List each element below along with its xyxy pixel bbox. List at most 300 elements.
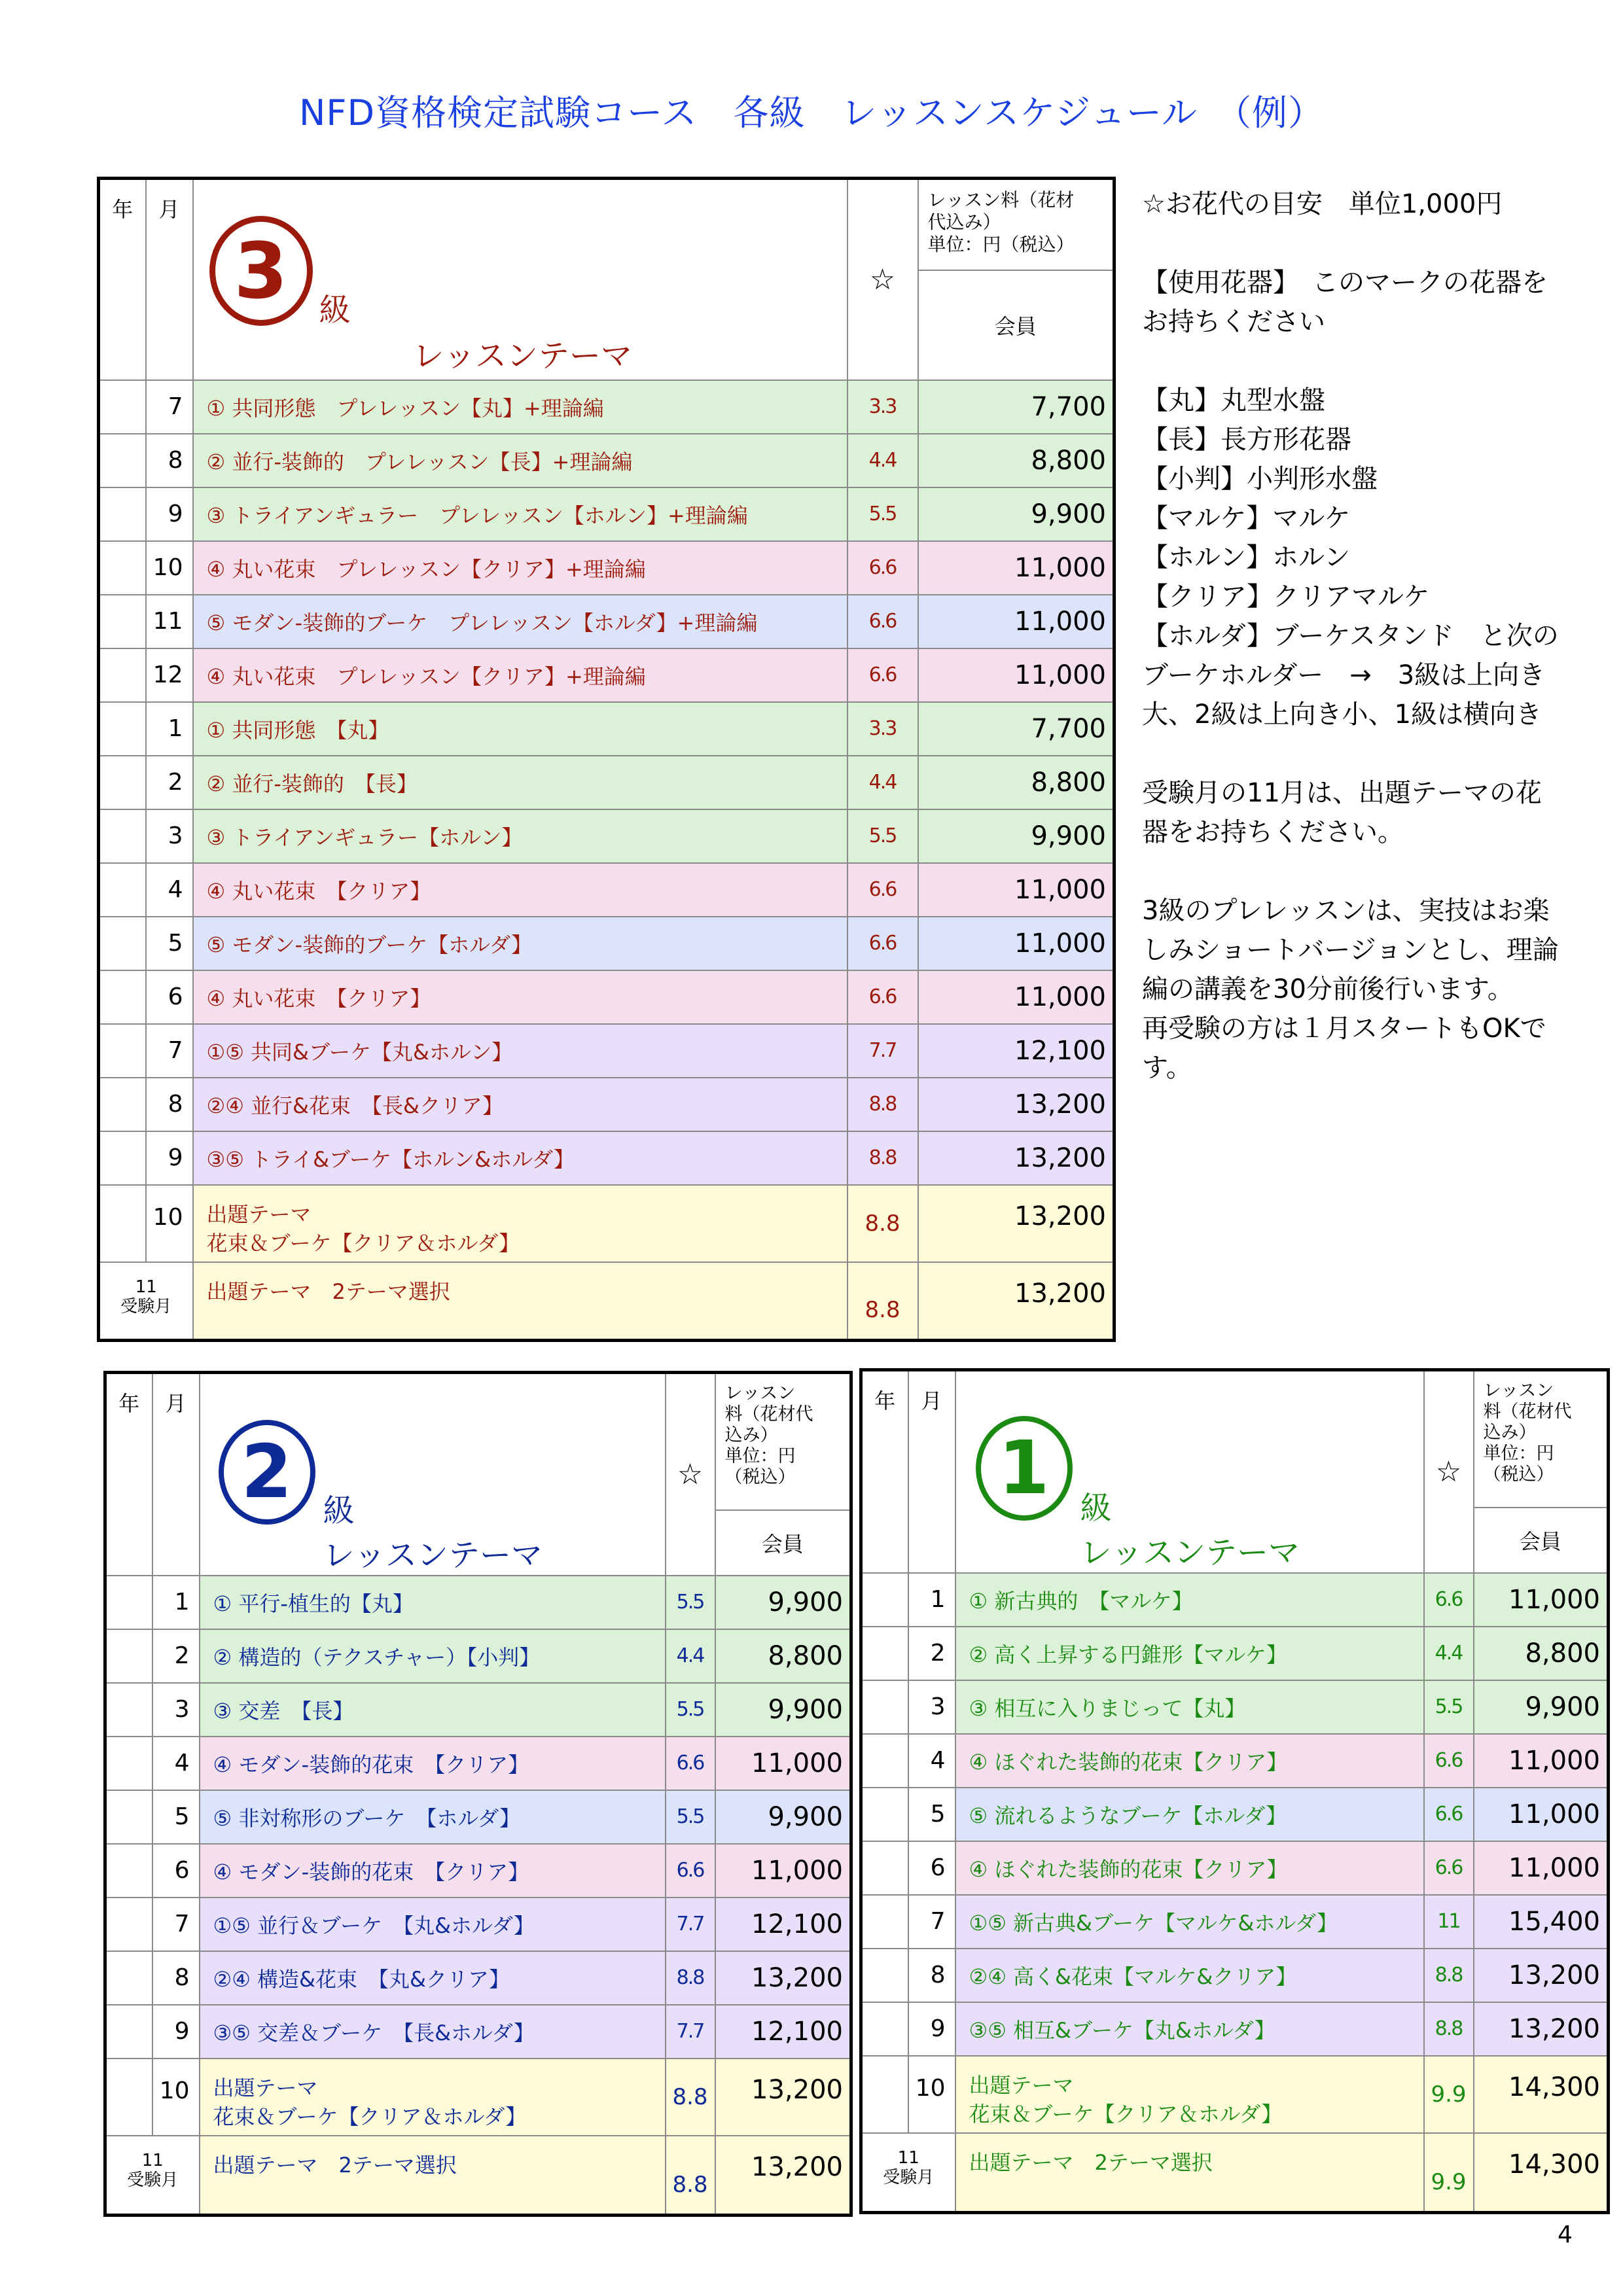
month-cell: 6 [152,1844,200,1898]
lesson-theme-cell: ②④ 高く&花束【マルケ&クリア】 [955,1949,1424,2002]
fee-header-line: 込み） [724,1425,778,1445]
note-line: 【小判】小判形水盤 [1142,464,1378,494]
member-price-cell: 11,000 [918,917,1115,970]
month-cell: 2 [146,756,193,809]
member-price-cell: 12,100 [715,2005,851,2058]
note-line: 3級のプレレッスンは、実技はお楽しみショートバージョンとし、理論編の講義を30分前後行います。 [1142,896,1559,1004]
fee-header-line: 単位：円 [1483,1443,1554,1464]
note-line: 受験月の11月は、出題テーマの花器をお持ちください。 [1142,778,1542,847]
flower-cost-cell: 5.5 [847,809,918,863]
grade2-schedule-table [103,1371,853,2217]
lesson-theme-cell: ①⑤ 新古典&ブーケ【マルケ&ホルダ】 [955,1895,1424,1949]
month-cell: 8 [152,1951,200,2005]
member-price-cell: 11,000 [918,863,1115,917]
exam-month-number: 11 [141,2150,164,2170]
lesson-theme-cell: 出題テーマ 2テーマ選択 [200,2136,666,2216]
flower-cost-cell: 5.5 [666,1683,715,1737]
member-price-cell: 9,900 [715,1790,851,1844]
note-line: 【長】長方形花器 [1142,425,1351,455]
table-row [99,1078,1115,1131]
table-row-exam-prep [105,2058,851,2136]
flower-cost-cell: 9.9 [1424,2056,1474,2133]
table-row [99,434,1115,487]
member-price-cell: 12,100 [715,1898,851,1951]
month-cell: 3 [146,809,193,863]
table-row-exam-prep [99,1185,1115,1262]
flower-cost-cell: 8.8 [666,2058,715,2136]
member-price-cell: 14,300 [1474,2133,1609,2213]
flower-cost-cell: 6.6 [847,970,918,1024]
note-line: 【マルケ】マルケ [1142,503,1351,533]
fee-header [1474,1370,1609,1508]
year-cell [105,1790,152,1844]
flower-cost-cell: 8.8 [1424,1949,1474,2002]
year-cell [861,1895,908,1949]
member-price-cell: 13,200 [715,2136,851,2216]
year-cell [861,1841,908,1895]
table-row [861,2002,1609,2056]
lesson-theme-cell: ④ 丸い花束 プレレッスン【クリア】+理論編 [193,648,847,702]
table-row [861,1949,1609,2002]
flower-cost-cell: 5.5 [1424,1680,1474,1734]
table-row [861,1734,1609,1788]
member-price-cell: 11,000 [1474,1734,1609,1788]
lesson-theme-cell: ② 並行-装飾的 【長】 [193,756,847,809]
member-price-cell: 8,800 [715,1629,851,1683]
member-price-cell: 13,200 [918,1131,1115,1185]
month-cell: 2 [908,1627,955,1680]
exam-month-cell [105,2136,200,2216]
exam-month-cell [861,2133,955,2213]
year-cell [105,2058,152,2136]
year-cell [99,1185,146,1262]
header-lesson-theme [193,179,847,380]
header-year: 年 [105,1373,152,1576]
grade1-number-icon: 1 [976,1416,1073,1521]
table-row [861,1788,1609,1841]
month-cell: 10 [146,541,193,595]
month-cell: 3 [152,1683,200,1737]
star-header: ☆ [847,179,918,380]
flower-cost-cell: 3.3 [847,380,918,434]
month-cell: 7 [146,1024,193,1078]
member-price-cell: 9,900 [1474,1680,1609,1734]
lesson-theme-cell: ⑤ 流れるようなブーケ【ホルダ】 [955,1788,1424,1841]
member-price-cell: 9,900 [918,809,1115,863]
member-price-cell: 7,700 [918,702,1115,756]
member-price-cell: 8,800 [918,434,1115,487]
table-row [99,917,1115,970]
flower-cost-cell: 8.8 [666,1951,715,2005]
lesson-theme-cell: 出題テーマ 2テーマ選択 [955,2133,1424,2213]
year-cell [861,2056,908,2133]
table-row [99,756,1115,809]
theme-line: 花束＆ブーケ【クリア＆ホルダ】 [213,2104,527,2129]
year-cell [99,809,146,863]
table-row [99,1024,1115,1078]
year-cell [99,648,146,702]
lesson-theme-cell: ④ ほぐれた装飾的花束【クリア】 [955,1734,1424,1788]
table-row [105,1898,851,1951]
table-row [99,595,1115,648]
note-line: 再受験の方は１月スタートもOKです。 [1142,1014,1546,1083]
member-header: 会員 [1474,1508,1609,1573]
member-price-cell: 11,000 [715,1737,851,1790]
table-row [99,809,1115,863]
month-cell: 1 [146,702,193,756]
table-row [861,1895,1609,1949]
lesson-theme-cell: ①⑤ 並行＆ブーケ 【丸&ホルダ】 [200,1898,666,1951]
month-cell: 4 [908,1734,955,1788]
year-cell [99,917,146,970]
table-row [105,2005,851,2058]
fee-header-line: 単位：円（税込） [927,234,1075,255]
lesson-theme-cell: ④ 丸い花束 プレレッスン【クリア】+理論編 [193,541,847,595]
grade2-number-icon: 2 [219,1420,315,1525]
flower-cost-cell: 4.4 [847,434,918,487]
note-line: 【使用花器】 このマークの花器をお持ちください [1142,268,1548,337]
lesson-theme-cell: ①⑤ 共同&ブーケ【丸&ホルン】 [193,1024,847,1078]
member-price-cell: 15,400 [1474,1895,1609,1949]
theme-line: 出題テーマ [206,1201,312,1227]
theme-line: 花束＆ブーケ【クリア＆ホルダ】 [969,2101,1283,2127]
lesson-theme-cell: ③⑤ トライ&ブーケ【ホルン&ホルダ】 [193,1131,847,1185]
table-row-exam [861,2133,1609,2213]
member-price-cell: 11,000 [1474,1788,1609,1841]
member-price-cell: 8,800 [1474,1627,1609,1680]
exam-month-label: 受験月 [883,2167,935,2187]
month-cell: 4 [152,1737,200,1790]
flower-cost-cell: 6.6 [847,595,918,648]
lesson-theme-label: レッスンテーマ [323,1537,543,1574]
grade3-number-icon: 3 [209,216,313,326]
table-row [105,1683,851,1737]
year-cell [99,1131,146,1185]
member-price-cell: 13,200 [1474,1949,1609,2002]
lesson-theme-cell: ③ 交差 【長】 [200,1683,666,1737]
fee-header-line: 料（花材代 [724,1404,813,1424]
lesson-theme-cell: ④ ほぐれた装飾的花束【クリア】 [955,1841,1424,1895]
page-title: NFD資格検定試験コース 各級 レッスンスケジュール （例） [299,92,1324,133]
month-cell: 4 [146,863,193,917]
year-cell [861,1788,908,1841]
grade-kyu-label: 級 [323,1492,355,1529]
fee-header-line: （税込） [1483,1464,1554,1485]
table-row [861,1573,1609,1627]
year-cell [99,595,146,648]
month-cell: 6 [908,1841,955,1895]
year-cell [861,1627,908,1680]
year-cell [105,1683,152,1737]
flower-cost-cell: 9.9 [1424,2133,1474,2213]
lesson-theme-cell [955,2056,1424,2133]
lesson-theme-cell: ② 構造的（テクスチャー）【小判】 [200,1629,666,1683]
flower-cost-cell: 5.5 [666,1576,715,1629]
year-cell [99,434,146,487]
fee-header-line: 代込み） [927,211,1001,233]
flower-cost-cell: 3.3 [847,702,918,756]
year-cell [105,1737,152,1790]
month-cell: 7 [146,380,193,434]
month-cell: 10 [152,2058,200,2136]
lesson-theme-cell: ② 高く上昇する円錐形【マルケ】 [955,1627,1424,1680]
grade-kyu-label: 級 [319,292,351,328]
month-cell: 8 [908,1949,955,2002]
lesson-theme-cell: ④ モダン-装飾的花束 【クリア】 [200,1844,666,1898]
table-row [99,487,1115,541]
table-row [99,648,1115,702]
member-price-cell: 11,000 [918,970,1115,1024]
lesson-theme-cell: ① 共同形態 【丸】 [193,702,847,756]
lesson-theme-cell: ②④ 並行&花束 【長&クリア】 [193,1078,847,1131]
member-price-cell: 9,900 [715,1576,851,1629]
year-cell [861,1680,908,1734]
exam-month-cell [99,1262,193,1341]
month-cell: 3 [908,1680,955,1734]
table-row [99,702,1115,756]
month-cell: 9 [152,2005,200,2058]
member-price-cell: 11,000 [918,541,1115,595]
table-row [105,1790,851,1844]
note-line [1142,342,1561,381]
note-line: 【ホルダ】ブーケスタンド と次のブーケホルダー → 3級は上向き大、2級は上向き小、1級は横向き [1142,621,1559,730]
table-row [105,1576,851,1629]
lesson-theme-cell: ④ 丸い花束 【クリア】 [193,863,847,917]
table-row-exam [99,1262,1115,1341]
year-cell [99,863,146,917]
table-row [861,1841,1609,1895]
year-cell [99,756,146,809]
member-price-cell: 13,200 [918,1185,1115,1262]
table-row [861,1680,1609,1734]
table-row [861,1627,1609,1680]
member-price-cell: 11,000 [1474,1841,1609,1895]
fee-header [918,179,1115,270]
member-price-cell: 14,300 [1474,2056,1609,2133]
header-month: 月 [152,1373,200,1576]
month-cell: 10 [908,2056,955,2133]
member-price-cell: 13,200 [1474,2002,1609,2056]
table-row [105,1951,851,2005]
table-row-exam-prep [861,2056,1609,2133]
year-cell [99,487,146,541]
grade3-schedule-table [97,177,1116,1342]
flower-cost-cell: 6.6 [847,863,918,917]
year-cell [99,702,146,756]
flower-cost-cell: 6.6 [1424,1573,1474,1627]
flower-cost-cell: 7.7 [666,1898,715,1951]
month-cell: 9 [146,487,193,541]
exam-month-label: 受験月 [120,1296,172,1316]
month-cell: 2 [152,1629,200,1683]
member-price-cell: 13,200 [715,2058,851,2136]
flower-cost-cell: 4.4 [1424,1627,1474,1680]
fee-header-line: （税込） [724,1467,796,1487]
note-line: 【ホルン】ホルン [1142,542,1350,573]
year-cell [99,380,146,434]
flower-cost-cell: 6.6 [847,917,918,970]
member-price-cell: 13,200 [715,1951,851,2005]
year-cell [105,1898,152,1951]
table-row-exam [105,2136,851,2216]
fee-header-line: レッスン料（花材 [927,189,1075,211]
year-cell [861,1573,908,1627]
flower-cost-cell: 8.8 [847,1131,918,1185]
member-price-cell: 13,200 [918,1262,1115,1341]
header-month: 月 [908,1370,955,1573]
lesson-theme-cell: ④ モダン-装飾的花束 【クリア】 [200,1737,666,1790]
year-cell [105,1951,152,2005]
year-cell [105,1629,152,1683]
lesson-theme-cell: ④ 丸い花束 【クリア】 [193,970,847,1024]
lesson-theme-cell: ① 新古典的 【マルケ】 [955,1573,1424,1627]
lesson-theme-cell: ② 並行-装飾的 プレレッスン【長】+理論編 [193,434,847,487]
grade1-schedule-table [859,1368,1610,2214]
note-line [1142,224,1561,263]
grade-kyu-label: 級 [1080,1490,1112,1527]
flower-cost-cell: 6.6 [666,1737,715,1790]
lesson-theme-cell: ③ トライアンギュラー プレレッスン【ホルン】+理論編 [193,487,847,541]
lesson-theme-cell: ③⑤ 交差＆ブーケ 【長&ホルダ】 [200,2005,666,2058]
month-cell: 9 [146,1131,193,1185]
member-price-cell: 11,000 [918,595,1115,648]
member-price-cell: 9,900 [715,1683,851,1737]
note-line: 【丸】丸型水盤 [1142,385,1325,415]
lesson-theme-cell: ③ 相互に入りまじって【丸】 [955,1680,1424,1734]
flower-cost-cell: 4.4 [847,756,918,809]
month-cell: 1 [908,1573,955,1627]
member-header: 会員 [715,1510,851,1576]
member-header: 会員 [918,270,1115,380]
lesson-theme-label: レッスンテーマ [1080,1534,1300,1571]
member-price-cell: 11,000 [1474,1573,1609,1627]
month-cell: 5 [908,1788,955,1841]
lesson-theme-cell: ① 共同形態 プレレッスン【丸】+理論編 [193,380,847,434]
flower-cost-cell: 6.6 [1424,1788,1474,1841]
flower-cost-cell: 6.6 [847,648,918,702]
lesson-theme-cell: ②④ 構造&花束 【丸&クリア】 [200,1951,666,2005]
lesson-theme-cell: ③⑤ 相互&ブーケ【丸&ホルダ】 [955,2002,1424,2056]
lesson-theme-cell: ⑤ 非対称形のブーケ 【ホルダ】 [200,1790,666,1844]
star-header: ☆ [666,1373,715,1576]
member-price-cell: 12,100 [918,1024,1115,1078]
month-cell: 7 [908,1895,955,1949]
flower-cost-cell: 8.8 [1424,2002,1474,2056]
table-row [105,1844,851,1898]
lesson-theme-cell: ⑤ モダン-装飾的ブーケ【ホルダ】 [193,917,847,970]
notes-panel [1142,185,1561,1087]
year-cell [99,970,146,1024]
lesson-theme-cell: ③ トライアンギュラー【ホルン】 [193,809,847,863]
fee-header-line: 単位：円 [724,1446,796,1466]
member-price-cell: 9,900 [918,487,1115,541]
flower-cost-cell: 5.5 [847,487,918,541]
month-cell: 8 [146,1078,193,1131]
month-cell: 1 [152,1576,200,1629]
flower-cost-cell: 8.8 [666,2136,715,2216]
member-price-cell: 7,700 [918,380,1115,434]
flower-cost-cell: 6.6 [666,1844,715,1898]
header-lesson-theme [200,1373,666,1576]
header-month: 月 [146,179,193,380]
exam-month-number: 11 [135,1277,157,1297]
flower-cost-cell: 6.6 [847,541,918,595]
table-row [105,1737,851,1790]
note-line: 【クリア】クリアマルケ [1142,582,1430,612]
flower-cost-cell: 11 [1424,1895,1474,1949]
month-cell: 5 [152,1790,200,1844]
note-line: ☆お花代の目安 単位1,000円 [1142,189,1503,219]
table-row [99,1131,1115,1185]
year-cell [105,1844,152,1898]
flower-cost-cell: 8.8 [847,1185,918,1262]
lesson-theme-cell [200,2058,666,2136]
table-row [99,541,1115,595]
exam-month-number: 11 [897,2147,919,2168]
theme-line: 花束＆ブーケ【クリア＆ホルダ】 [206,1230,520,1256]
year-cell [861,1949,908,2002]
month-cell: 7 [152,1898,200,1951]
year-cell [99,1078,146,1131]
month-cell: 10 [146,1185,193,1262]
member-price-cell: 8,800 [918,756,1115,809]
header-year: 年 [861,1370,908,1573]
lesson-theme-cell: ⑤ モダン-装飾的ブーケ プレレッスン【ホルダ】+理論編 [193,595,847,648]
lesson-theme-label: レッスンテーマ [412,338,633,374]
month-cell: 12 [146,648,193,702]
fee-header-line: レッスン [1483,1381,1554,1401]
year-cell [99,1024,146,1078]
month-cell: 11 [146,595,193,648]
header-year: 年 [99,179,146,380]
flower-cost-cell: 6.6 [1424,1734,1474,1788]
lesson-theme-cell: ① 平行-植生的【丸】 [200,1576,666,1629]
year-cell [99,541,146,595]
flower-cost-cell: 6.6 [1424,1841,1474,1895]
month-cell: 8 [146,434,193,487]
fee-header [715,1373,851,1510]
table-row [99,863,1115,917]
table-row [99,970,1115,1024]
flower-cost-cell: 8.8 [847,1078,918,1131]
theme-line: 出題テーマ [213,2075,318,2100]
month-cell: 5 [146,917,193,970]
page-number: 4 [1558,2221,1573,2248]
year-cell [861,1734,908,1788]
year-cell [105,2005,152,2058]
table-row [99,380,1115,434]
member-price-cell: 13,200 [918,1078,1115,1131]
lesson-theme-cell [193,1185,847,1262]
flower-cost-cell: 5.5 [666,1790,715,1844]
theme-line: 出題テーマ [969,2072,1074,2098]
flower-cost-cell: 4.4 [666,1629,715,1683]
member-price-cell: 11,000 [715,1844,851,1898]
note-line [1142,734,1561,773]
flower-cost-cell: 7.7 [666,2005,715,2058]
note-line [1142,852,1561,891]
fee-header-line: レッスン [724,1383,796,1404]
fee-header-line: 料（花材代 [1483,1402,1572,1422]
year-cell [861,2002,908,2056]
table-row [105,1629,851,1683]
lesson-theme-cell: 出題テーマ 2テーマ選択 [193,1262,847,1341]
month-cell: 6 [146,970,193,1024]
member-price-cell: 11,000 [918,648,1115,702]
year-cell [105,1576,152,1629]
fee-header-line: 込み） [1483,1422,1537,1443]
exam-month-label: 受験月 [127,2170,179,2190]
